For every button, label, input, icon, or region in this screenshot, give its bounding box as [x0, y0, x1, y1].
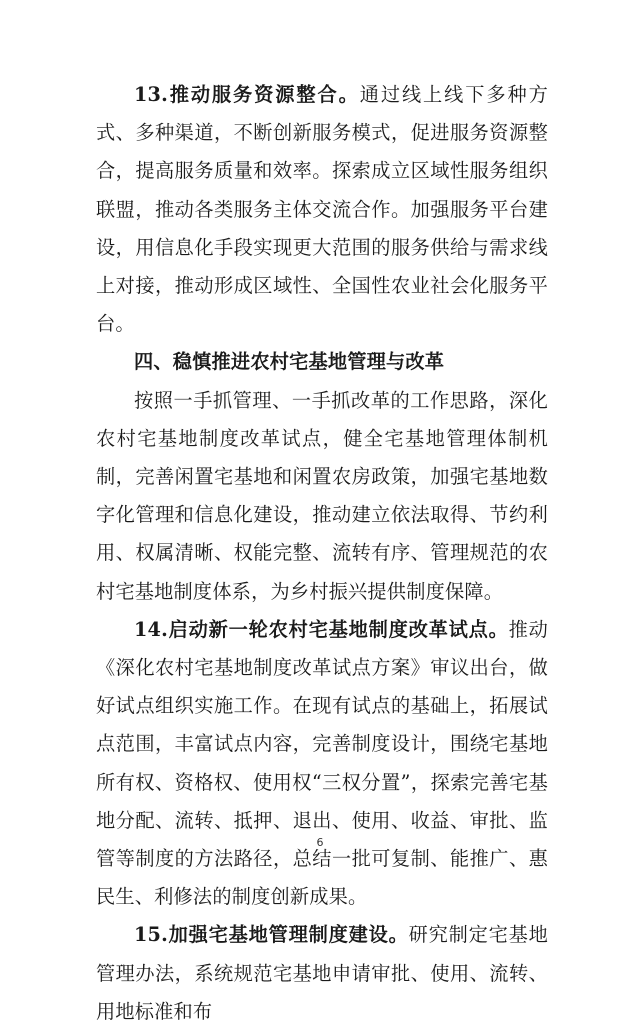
paragraph-lead: 13.推动服务资源整合。: [134, 83, 360, 106]
paragraph-text: 按照一手抓管理、一手抓改革的工作思路，深化农村宅基地制度改革试点，健全宅基地管理体制机制，完善闲置宅基地和闲置农房政策，加强宅基地数字化管理和信息化建设，推动建立依法取得、节约利用、权属清晰、权能完整、流转有序、管理规范的农村宅基地制度体系，为乡村振兴提供制度保障。: [96, 388, 548, 603]
paragraph-service-resource-integration: [96, 76, 548, 343]
paragraph-text: 研究制定宅基地管理办法，系统规范宅基地申请审批、使用、流转、用地标准和布: [96, 923, 548, 1023]
paragraph-lead: 15.加强宅基地管理制度建设。: [134, 923, 409, 947]
page-number: 6: [316, 836, 324, 849]
paragraph-homestead-management-system: [96, 916, 548, 1031]
document-body: [96, 76, 548, 1031]
section-heading-homestead-reform: 四、稳慎推进农村宅基地管理与改革: [134, 350, 445, 374]
paragraph-lead: 14.启动新一轮农村宅基地制度改革试点。: [134, 617, 509, 641]
paragraph-text: 通过线上线下多种方式、多种渠道，不断创新服务模式，促进服务资源整合，提高服务质量和效率。探索成立区域性服务组织联盟，推动各类服务主体交流合作。加强服务平台建设，用信息化手段实现更大范围的服务供给与需求线上对接，推动形成区域性、全国性农业社会化服务平台。: [96, 83, 548, 336]
paragraph-homestead-overview: [96, 382, 548, 611]
paragraph-homestead-pilot: [96, 611, 548, 917]
paragraph-text: 推动《深化农村宅基地制度改革试点方案》审议出台，做好试点组织实施工作。在现有试点的基础上，拓展试点范围，丰富试点内容，完善制度设计，围绕宅基地所有权、资格权、使用权“三权分置”，探索完善宅基地分配、流转、抵押、退出、使用、收益、审批、监管等制度的方法路径，总结一批可复制、能推广、惠民生、利修法的制度创新成果。: [96, 617, 548, 909]
